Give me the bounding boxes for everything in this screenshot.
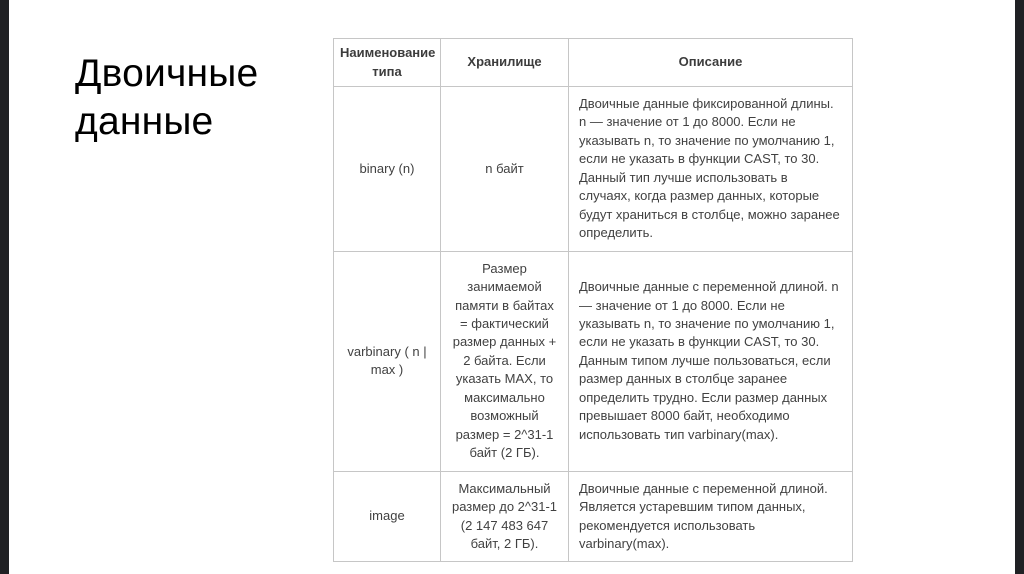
table-row: [334, 471, 853, 562]
description-cell: Двоичные данные с переменной длиной. Является устаревшим типом данных, рекомендуется использовать varbinary(max).: [569, 471, 853, 562]
table-row: [334, 87, 853, 252]
header-storage: Хранилище: [441, 39, 569, 87]
storage-cell: Максимальный размер до 2^31-1 (2 147 483 647 байт, 2 ГБ).: [441, 471, 569, 562]
right-edge-bar: [1015, 0, 1024, 574]
binary-data-types-table: [333, 38, 853, 562]
table-row: [334, 251, 853, 471]
storage-cell: Размер занимаемой памяти в байтах = фактический размер данных + 2 байта. Если указать MAX, то максимально возможный размер = 2^31-1 байт (2 ГБ).: [441, 251, 569, 471]
data-types-table-container: [333, 38, 853, 562]
header-description: Описание: [569, 39, 853, 87]
slide-title: Двоичные данные: [75, 52, 259, 143]
header-type-name: Наименование типа: [334, 39, 441, 87]
description-cell: Двоичные данные с переменной длиной. n — значение от 1 до 8000. Если не указывать n, то значение по умолчанию 1, если не указать в функции CAST, то 30. Данным типом лучше пользоваться, если размер данных в столбце заранее определить трудно. Если размер данных превышает 8000 байт, необходимо использовать тип varbinary(max).: [569, 251, 853, 471]
left-edge-bar: [0, 0, 9, 574]
type-name-cell: binary (n): [334, 87, 441, 252]
type-name-cell: varbinary ( n | max ): [334, 251, 441, 471]
storage-cell: n байт: [441, 87, 569, 252]
table-header-row: [334, 39, 853, 87]
description-cell: Двоичные данные фиксированной длины. n — значение от 1 до 8000. Если не указывать n, то значение по умолчанию 1, если не указать в функции CAST, то 30. Данный тип лучше использовать в случаях, когда размер данных, которые будут храниться в столбце, можно заранее определить.: [569, 87, 853, 252]
type-name-cell: image: [334, 471, 441, 562]
